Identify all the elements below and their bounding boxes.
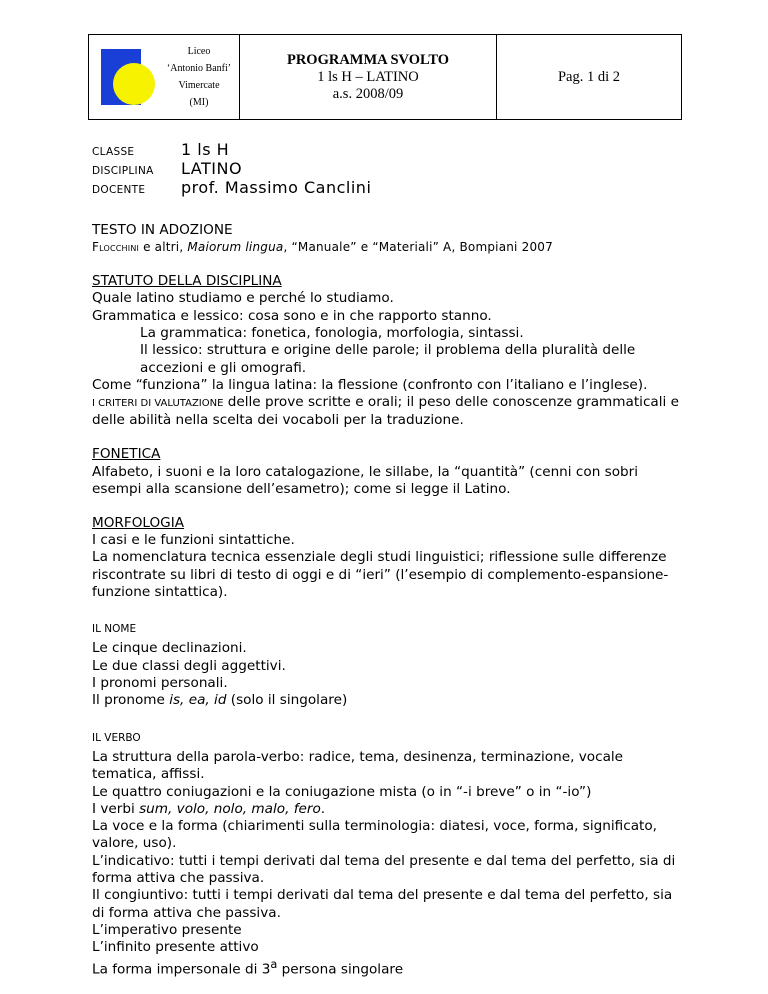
header-title-cell xyxy=(240,35,497,119)
disciplina-value: LATINO xyxy=(181,159,243,178)
page-number: Pag. 1 di 2 xyxy=(557,68,621,85)
document-title: PROGRAMMA SVOLTO xyxy=(286,51,450,68)
disciplina-label: DISCIPLINA xyxy=(92,165,154,177)
header-page-cell xyxy=(497,35,681,119)
school-year: a.s. 2008/09 xyxy=(332,85,404,102)
docente-value: prof. Massimo Canclini xyxy=(181,178,372,197)
course-info xyxy=(92,140,371,197)
fonetica-heading: FONETICA xyxy=(92,446,161,463)
verbo-label: IL VERBO xyxy=(92,731,141,744)
statuto-heading: STATUTO DELLA DISCIPLINA xyxy=(92,273,282,290)
classe-label: CLASSE xyxy=(92,146,135,158)
logo-circle xyxy=(113,63,155,105)
document-header xyxy=(88,34,682,120)
school-name: Liceo ‘Antonio Banfi’ Vimercate (MI) xyxy=(166,46,232,108)
program-content: TESTO IN ADOZIONE Flocchini e altri, Maiorum lingua, “Manuale” e “Materiali” A, Bompiani 2007 STATUTO DELLA DISCIPLINA Quale latino studiamo e perché lo studiamo. Grammatica e lessico: cosa sono e in che rapporto stanno. La grammatica: fonetica, fonologia, morfologia, sintassi. Il lessico: struttura e origine delle parole; il problema della pluralità delle accezioni e gli omografi. Come “funziona” la lingua latina: la flessione (confronto con l’italiano e l’inglese). I CRITERI DI VALUTAZIONE delle prove scritte e orali; il peso delle conoscenze grammaticali e delle abilità nella scelta dei vocaboli per la traduzione. FONETICA Alfabeto, i suoni e la loro catalogazione, le sillabe, la “quantità” (cenni con sobri esempi alla scansione dell’esametro); come si legge il Latino. MORFOLOGIA I casi e le funzioni sintattiche. La nomenclatura tecnica essenziale degli studi linguistici; riflessione sulle differenze riscontrate su libri di testo di oggi e di “ieri” (l’esempio di complemento-espansione-funzione sintattica). IL NOME Le cinque declinazioni. Le due classi degli aggettivi. I pronomi personali. Il pronome is, ea, id (solo il singolare) IL VERBO La struttura della parola-verbo: radice, tema, desinenza, terminazione, vocale tematica, affissi. Le quattro coniugazioni e la coniugazione mista (o in “-i breve” o in “-io”) I verbi sum, volo, nolo, malo, fero. La voce e la forma (chiarimenti sulla terminologia: diatesi, voce, forma, significato, valore, uso). L’indicativo: tutti i tempi derivati dal tema del presente e dal tema del perfetto, sia di forma attiva che passiva. Il congiuntivo: tutti i tempi derivati dal tema del presente e dal tema del perfetto, sia di forma attiva che passiva. L’imperativo presente L’infinito presente attivo La forma impersonale di 3$^a$ persona singolare xyxy=(92,222,682,979)
classe-value: 1 ls H xyxy=(181,140,230,159)
header-logo-cell xyxy=(89,35,240,119)
class-subject: 1 ls H – LATINO xyxy=(317,68,419,85)
testo-reference: Flocchini e altri, Maiorum lingua, “Manuale” e “Materiali” A, Bompiani 2007 xyxy=(92,240,553,255)
morfologia-heading: MORFOLOGIA xyxy=(92,514,185,531)
docente-label: DOCENTE xyxy=(92,184,146,196)
nome-label: IL NOME xyxy=(92,623,137,636)
testo-heading: TESTO IN ADOZIONE xyxy=(92,222,233,238)
school-logo xyxy=(99,49,157,107)
